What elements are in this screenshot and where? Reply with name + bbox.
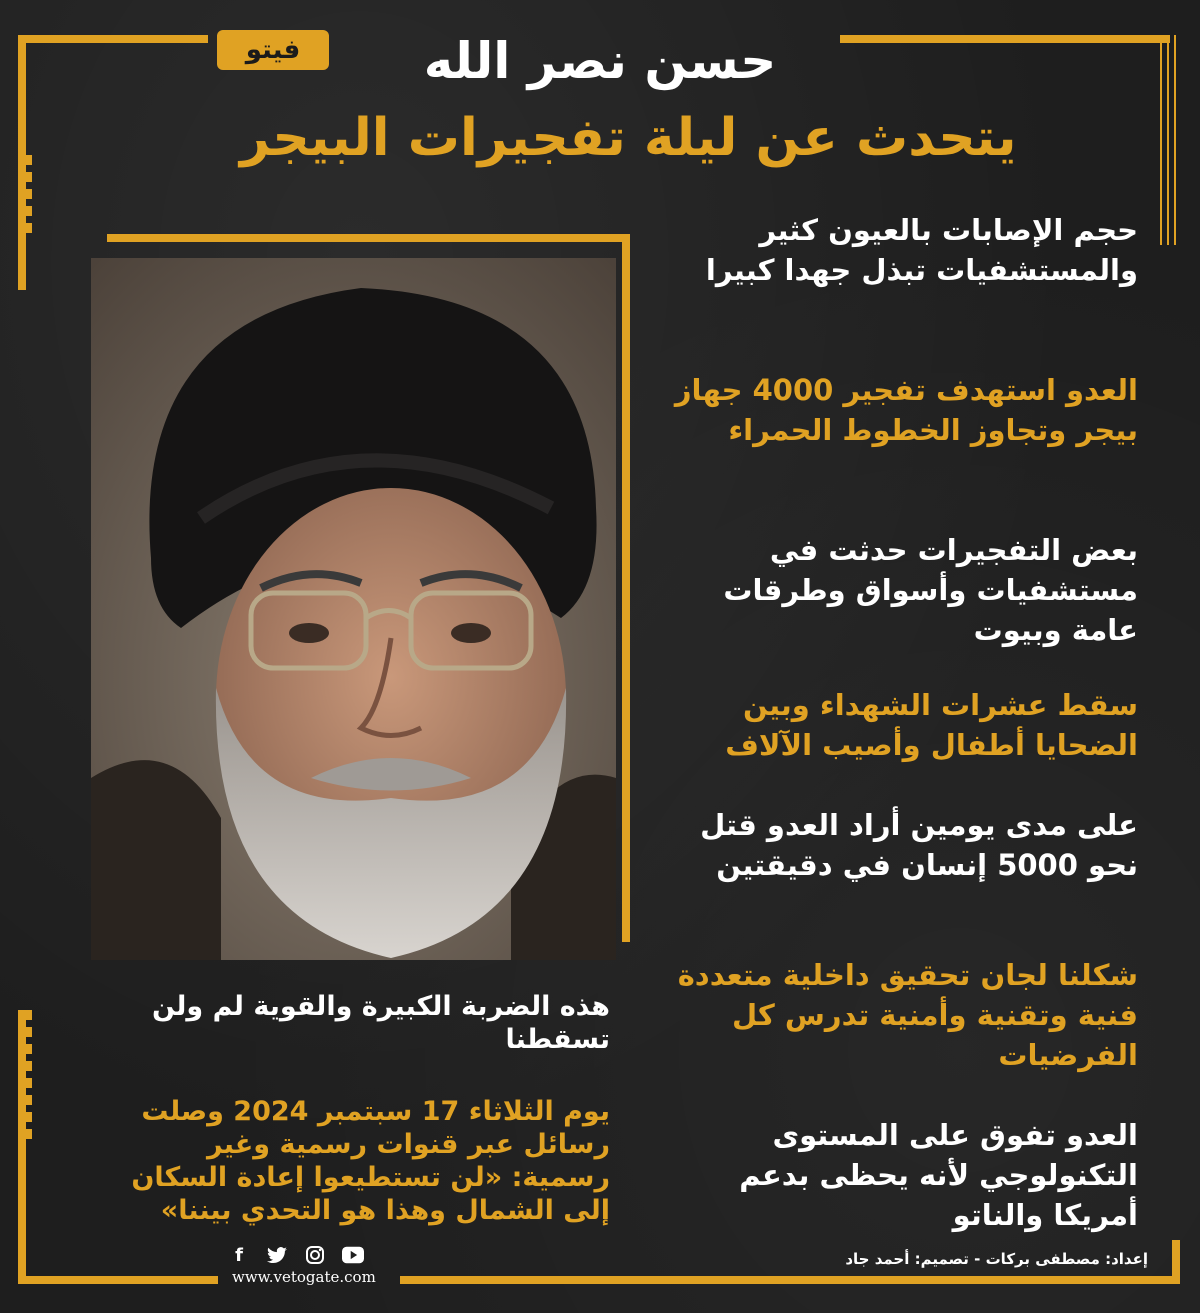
- credits: إعداد: مصطفى بركات - تصميم: أحمد جاد: [845, 1250, 1148, 1268]
- youtube-icon[interactable]: [342, 1244, 364, 1266]
- quote-point-3: بعض التفجيرات حدثت في مستشفيات وأسواق وطرقات عامة وبيوت: [723, 533, 1138, 647]
- social-icons: [228, 1244, 364, 1266]
- quote-point-5: على مدى يومين أراد العدو قتل نحو 5000 إنسان في دقيقتين: [700, 808, 1138, 882]
- photo-frame-right: [622, 234, 630, 942]
- brand-logo: فيتو: [217, 30, 329, 70]
- left-stripes-top: [18, 155, 32, 233]
- left-note: يوم الثلاثاء 17 سبتمبر 2024 وصلت رسائل عبر قنوات رسمية وغير رسمية: «لن تستطيعوا إعادة السكان إلى الشمال وهذا هو التحدي بيننا»: [131, 1096, 610, 1226]
- quote-point-4: سقط عشرات الشهداء وبين الضحايا أطفال وأصيب الآلاف: [725, 688, 1138, 762]
- facebook-icon[interactable]: f: [235, 1244, 243, 1266]
- frame-bottom-bar-right: [400, 1276, 1180, 1284]
- frame-bottom-bar: [18, 1276, 218, 1284]
- frame-top-bar-right: [840, 35, 1170, 43]
- quote-point-1: حجم الإصابات بالعيون كثير والمستشفيات تبذل جهدا كبيرا: [705, 213, 1138, 287]
- page-subtitle: يتحدث عن ليلة تفجيرات البيجر: [240, 108, 1017, 168]
- portrait-illustration: [91, 258, 616, 960]
- quote-point-7: العدو تفوق على المستوى التكنولوجي لأنه يحظى بدعم أمريكا والناتو: [739, 1118, 1138, 1232]
- portrait-photo: [91, 258, 616, 960]
- photo-frame-top: [107, 234, 630, 242]
- website-url[interactable]: www.vetogate.com: [232, 1268, 376, 1286]
- twitter-icon[interactable]: [266, 1244, 288, 1266]
- quote-point-6: شكلنا لجان تحقيق داخلية متعددة فنية وتقنية وأمنية تدرس كل الفرضيات: [677, 958, 1138, 1072]
- frame-right-lines: [1160, 35, 1176, 245]
- frame-right-bar-bottom: [1172, 1240, 1180, 1284]
- left-quote: هذه الضربة الكبيرة والقوية لم ولن تسقطنا: [151, 991, 610, 1055]
- page-title: حسن نصر الله: [423, 32, 777, 90]
- instagram-icon[interactable]: [304, 1244, 326, 1266]
- frame-bottom-left-bar: [18, 1010, 26, 1280]
- frame-top-bar-left: [18, 35, 208, 43]
- quote-point-2: العدو استهدف تفجير 4000 جهاز بيجر وتجاوز الخطوط الحمراء: [674, 373, 1138, 447]
